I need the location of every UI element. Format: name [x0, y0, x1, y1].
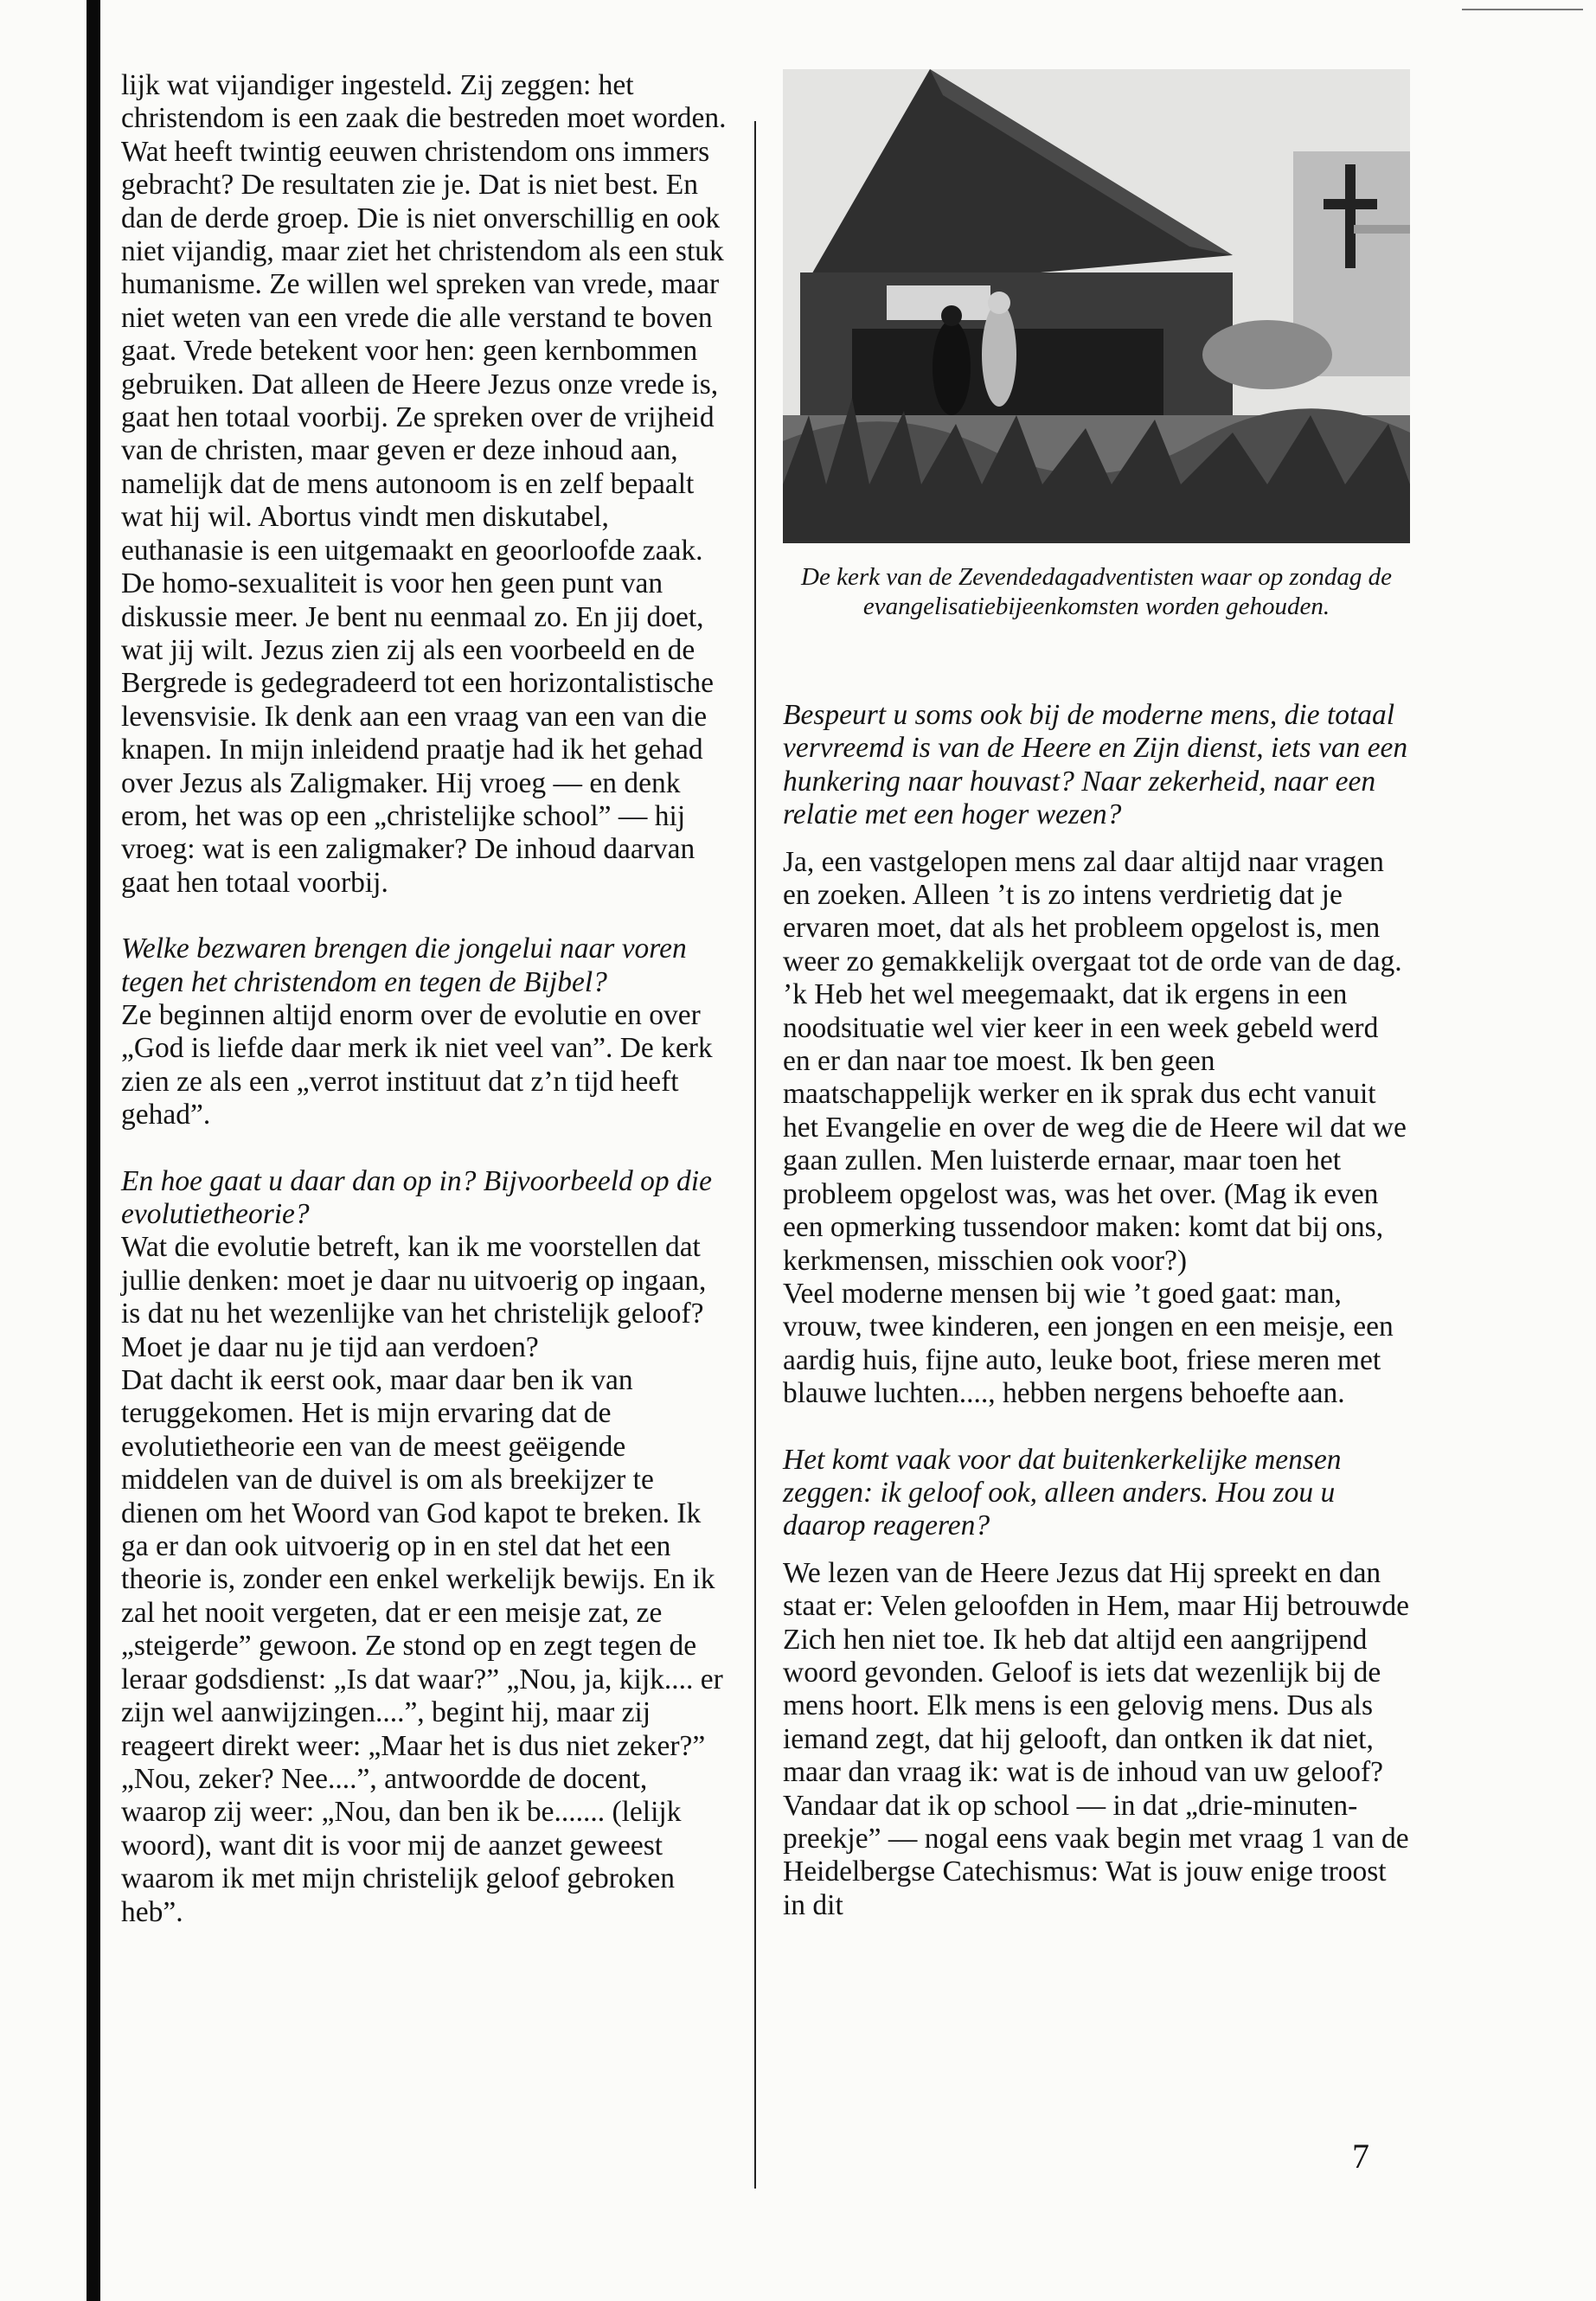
left-paragraph-2: Ze beginnen altijd enorm over de evolutie en over „God is liefde daar merk ik niet veel van”. De kerk zien ze als een „verrot instituut dat z’n tijd heeft gehad”.: [121, 998, 713, 1131]
page-number: 7: [1352, 2137, 1369, 2176]
right-paragraph-1: Ja, een vastgelopen mens zal daar altijd naar vragen en zoeken. Alleen ’t is zo intens verdrietig dat je ervaren moet, dat als het probleem opgelost is, men weer zo gemakkelijk overgaat tot de orde van de dag. ’k Heb het wel meegemaakt, dat ik ergens in een noodsituatie wel vier keer in een week gebeld werd en er dan naar toe moest. Ik ben geen maatschappelijk werker en ik sprak dus echt vanuit het Evangelie en over de weg die de Heere wil dat we gaan zullen. Men luisterde ernaar, maar toen het probleem opgelost was, was het over. (Mag ik even een opmerking tussendoor maken: komt dat bij ons, kerkmensen, misschien ook voor?): [783, 845, 1407, 1277]
left-paragraph-1: lijk wat vijandiger ingesteld. Zij zeggen: het christendom is een zaak die bestreden moet worden. Wat heeft twintig eeuwen christendom ons immers gebracht? De resultaten zie je. Dat is niet best. En dan de derde groep. Die is niet onverschillig en ook niet vijandig, maar ziet het christendom als een stuk humanisme. Ze willen wel spreken van vrede, maar niet weten van een vrede die alle verstand te boven gaat. Vrede betekent voor hen: geen kernbommen gebruiken. Dat alleen de Heere Jezus onze vrede is, gaat hen totaal voorbij. Ze spreken over de vrijheid van de christen, maar geven er deze inhoud aan, namelijk dat de mens autonoom is en zelf bepaalt wat hij wil. Abortus vindt men diskutabel, euthanasie is een uitgemaakt en geoorloofde zaak. De homo-sexualiteit is voor hen geen punt van diskussie meer. Je bent nu eenmaal zo. En jij doet, wat jij wilt. Jezus zien zij als een voorbeeld en de Bergrede is gedegradeerd tot een horizontalistische levensvisie. Ik denk aan een vraag van een van die knapen. In mijn inleidend praatje had ik het gehad over Jezus als Zaligmaker. Hij vroeg — en denk erom, het was op een „christelijke school” — hij vroeg: wat is een zaligmaker? De inhoud daarvan gaat hen totaal voorbij.: [121, 69, 727, 899]
right-paragraph-4: Vandaar dat ik op school — in dat „drie-minuten-preekje” — nogal eens vaak begin met vraag 1 van de Heidelbergse Catechismus: Wat is jouw enige troost in dit: [783, 1789, 1409, 1921]
photo-caption: De kerk van de Zevendedagadventisten waar op zondag de evangelisatiebijeenkomsten worden gehouden.: [801, 563, 1392, 620]
right-question-1: Bespeurt u soms ook bij de moderne mens, die totaal vervreemd is van de Heere en Zijn dienst, iets van een hunkering naar houvast? Naar zekerheid, naar een relatie met een hoger wezen?: [783, 699, 1408, 831]
right-paragraph-3: We lezen van de Heere Jezus dat Hij spreekt en dan staat er: Velen geloofden in Hem, maar Hij betrouwde Zich hen niet toe. Ik heb dat altijd een aangrijpend woord gevonden. Geloof is iets dat wezenlijk bij de mens hoort. Elk mens is een gelovig mens. Dus als iemand zegt, dat hij gelooft, dan ontken ik dat niet, maar dan vraag ik: wat is de inhoud van uw geloof?: [783, 1556, 1410, 1789]
left-question-1: Welke bezwaren brengen die jongelui naar voren tegen het christendom en tegen de Bijbel?: [121, 933, 687, 998]
left-column: [121, 69, 731, 1929]
binding-edge: [87, 0, 100, 2301]
left-paragraph-3: Wat die evolutie betreft, kan ik me voorstellen dat jullie denken: moet je daar nu uitvoerig op ingaan, is dat nu het wezenlijke van het christelijk geloof? Moet je daar nu je tijd aan verdoen?: [121, 1231, 707, 1363]
left-question-2: En hoe gaat u daar dan op in? Bijvoorbeeld op die evolutietheorie?: [121, 1164, 712, 1230]
church-photo: [783, 69, 1410, 543]
right-column: [783, 69, 1410, 1922]
top-rule: [1462, 9, 1583, 10]
church-illustration: [783, 69, 1410, 543]
left-paragraph-4: Dat dacht ik eerst ook, maar daar ben ik van teruggekomen. Het is mijn ervaring dat de evolutietheorie een van de meest geëigende middelen van de duivel is om als breekijzer te dienen om het Woord van God kapot te breken. Ik ga er dan ook uitvoerig op in en stel dat het een theorie is, zonder een enkel werkelijk bewijs. En ik zal het nooit vergeten, dat er een meisje zat, ze „steigerde” gewoon. Ze stond op en zegt tegen de leraar godsdienst: „Is dat waar?” „Nou, ja, kijk.... er zijn wel aanwijzingen....”, begint hij, maar zij reageert direkt weer: „Maar het is dus niet zeker?” „Nou, zeker? Nee....”, antwoordde de docent, waarop zij weer: „Nou, dan ben ik be....... (lelijk woord), want dit is voor mij de aanzet geweest waarom ik met mijn christelijk geloof gebroken heb”.: [121, 1364, 723, 1928]
right-question-2: Het komt vaak voor dat buitenkerkelijke mensen zeggen: ik geloof ook, alleen anders. Hou zou u daarop reageren?: [783, 1443, 1342, 1542]
right-paragraph-2: Veel moderne mensen bij wie ’t goed gaat: man, vrouw, twee kinderen, een jongen en een meisje, een aardig huis, fijne auto, leuke boot, friese meren met blauwe luchten...., hebben nergens behoefte aan.: [783, 1277, 1394, 1410]
column-divider: [754, 121, 756, 2189]
